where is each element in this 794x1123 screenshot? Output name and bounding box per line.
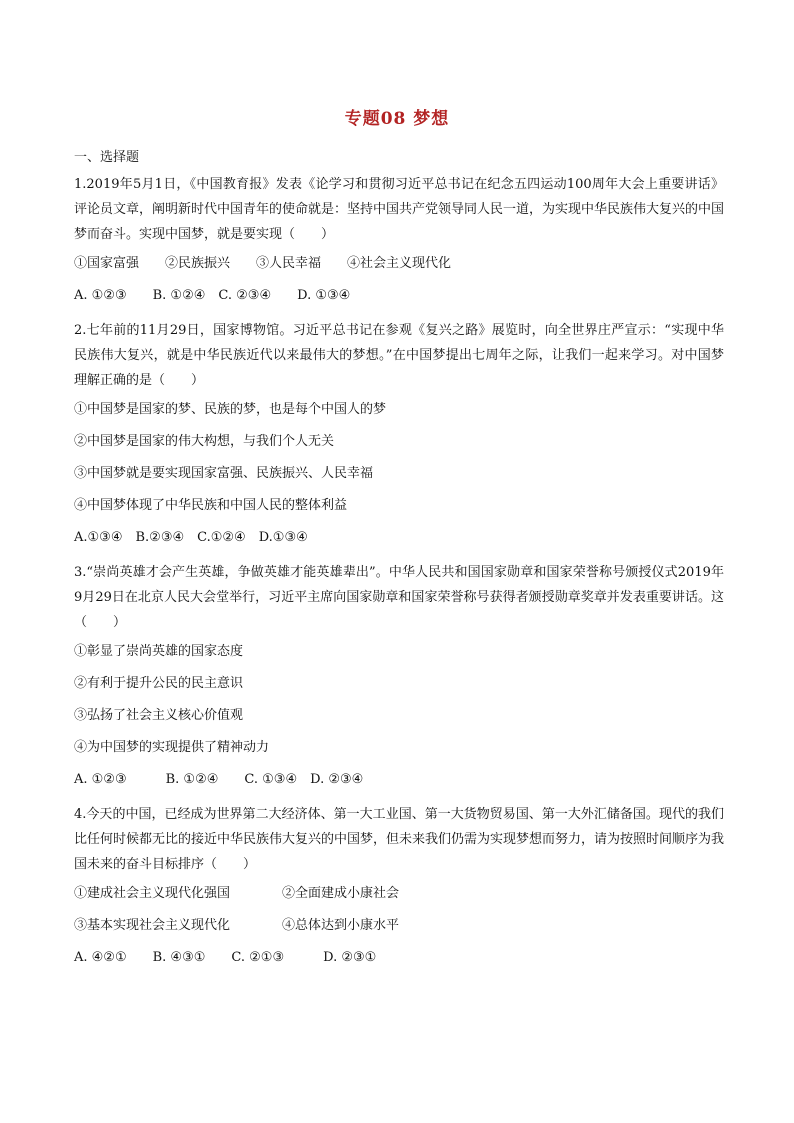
question-stem: 3.“崇尚英雄才会产生英雄，争做英雄才能英雄辈出”。中华人民共和国国家勋章和国家荣誉称号颁授仪式2019年9月29日在北京人民大会堂举行，习近平主席向国家勋章和国家荣誉称号获得者颁授勋章奖章并发表重要讲话。这（ ） xyxy=(74,565,724,630)
question-2 xyxy=(74,318,724,547)
question-option: ③中国梦就是要实现国家富强、民族振兴、人民幸福 xyxy=(74,466,374,481)
question-option: ②中国梦是国家的伟大构想，与我们个人无关 xyxy=(74,434,335,449)
question-1 xyxy=(74,172,724,305)
question-stem: 4.今天的中国，已经成为世界第二大经济体、第一大工业国、第一大货物贸易国、第一大外汇储备国。现代的我们比任何时候都无比的接近中华民族伟大复兴的中国梦，但未来我们仍需为实现梦想而努力，请为按照时间顺序为我国未来的奋斗目标排序（ ） xyxy=(74,807,725,872)
question-option: ②有利于提升公民的民主意识 xyxy=(74,676,244,691)
question-option: ①中国梦是国家的梦、民族的梦，也是每个中国人的梦 xyxy=(74,402,387,417)
page-title: 专题08 梦想 xyxy=(344,109,450,129)
answer-choices: A. ④②① B. ④③① C. ②①③ D. ②③① xyxy=(74,950,377,965)
question-option: ④中国梦体现了中华民族和中国人民的整体利益 xyxy=(74,498,348,513)
answer-choices: A.①③④ B.②③④ C.①②④ D.①③④ xyxy=(74,530,308,545)
section-heading: 一、选择题 xyxy=(74,150,140,165)
question-option: ③基本实现社会主义现代化 ④总体达到小康水平 xyxy=(74,918,400,933)
answer-choices: A. ①②③ B. ①②④ C. ②③④ D. ①③④ xyxy=(74,288,351,303)
question-3 xyxy=(74,560,724,789)
question-4 xyxy=(74,802,724,967)
question-stem: 1.2019年5月1日，《中国教育报》发表《论学习和贯彻习近平总书记在纪念五四运动100周年大会上重要讲话》评论员文章，阐明新时代中国青年的使命就是：坚持中国共产党领导同人民一道，为实现中华民族伟大复兴的中国梦而奋斗。实现中国梦，就是要实现（ ） xyxy=(74,177,725,242)
question-option: ③弘扬了社会主义核心价值观 xyxy=(74,708,244,723)
answer-choices: A. ①②③ B. ①②④ C. ①③④ D. ②③④ xyxy=(74,772,364,787)
question-option: ①彰显了崇尚英雄的国家态度 xyxy=(74,644,244,659)
question-option: ①国家富强 ②民族振兴 ③人民幸福 ④社会主义现代化 xyxy=(74,256,452,271)
question-stem: 2.七年前的11月29日，国家博物馆。习近平总书记在参观《复兴之路》展览时，向全世界庄严宣示：“实现中华民族伟大复兴，就是中华民族近代以来最伟大的梦想。”在中国梦提出七周年之际，让我们一起来学习。对中国梦理解正确的是（ ） xyxy=(74,323,724,388)
question-option: ①建成社会主义现代化强国 ②全面建成小康社会 xyxy=(74,886,400,901)
question-option: ④为中国梦的实现提供了精神动力 xyxy=(74,740,270,755)
question-list xyxy=(74,172,724,980)
